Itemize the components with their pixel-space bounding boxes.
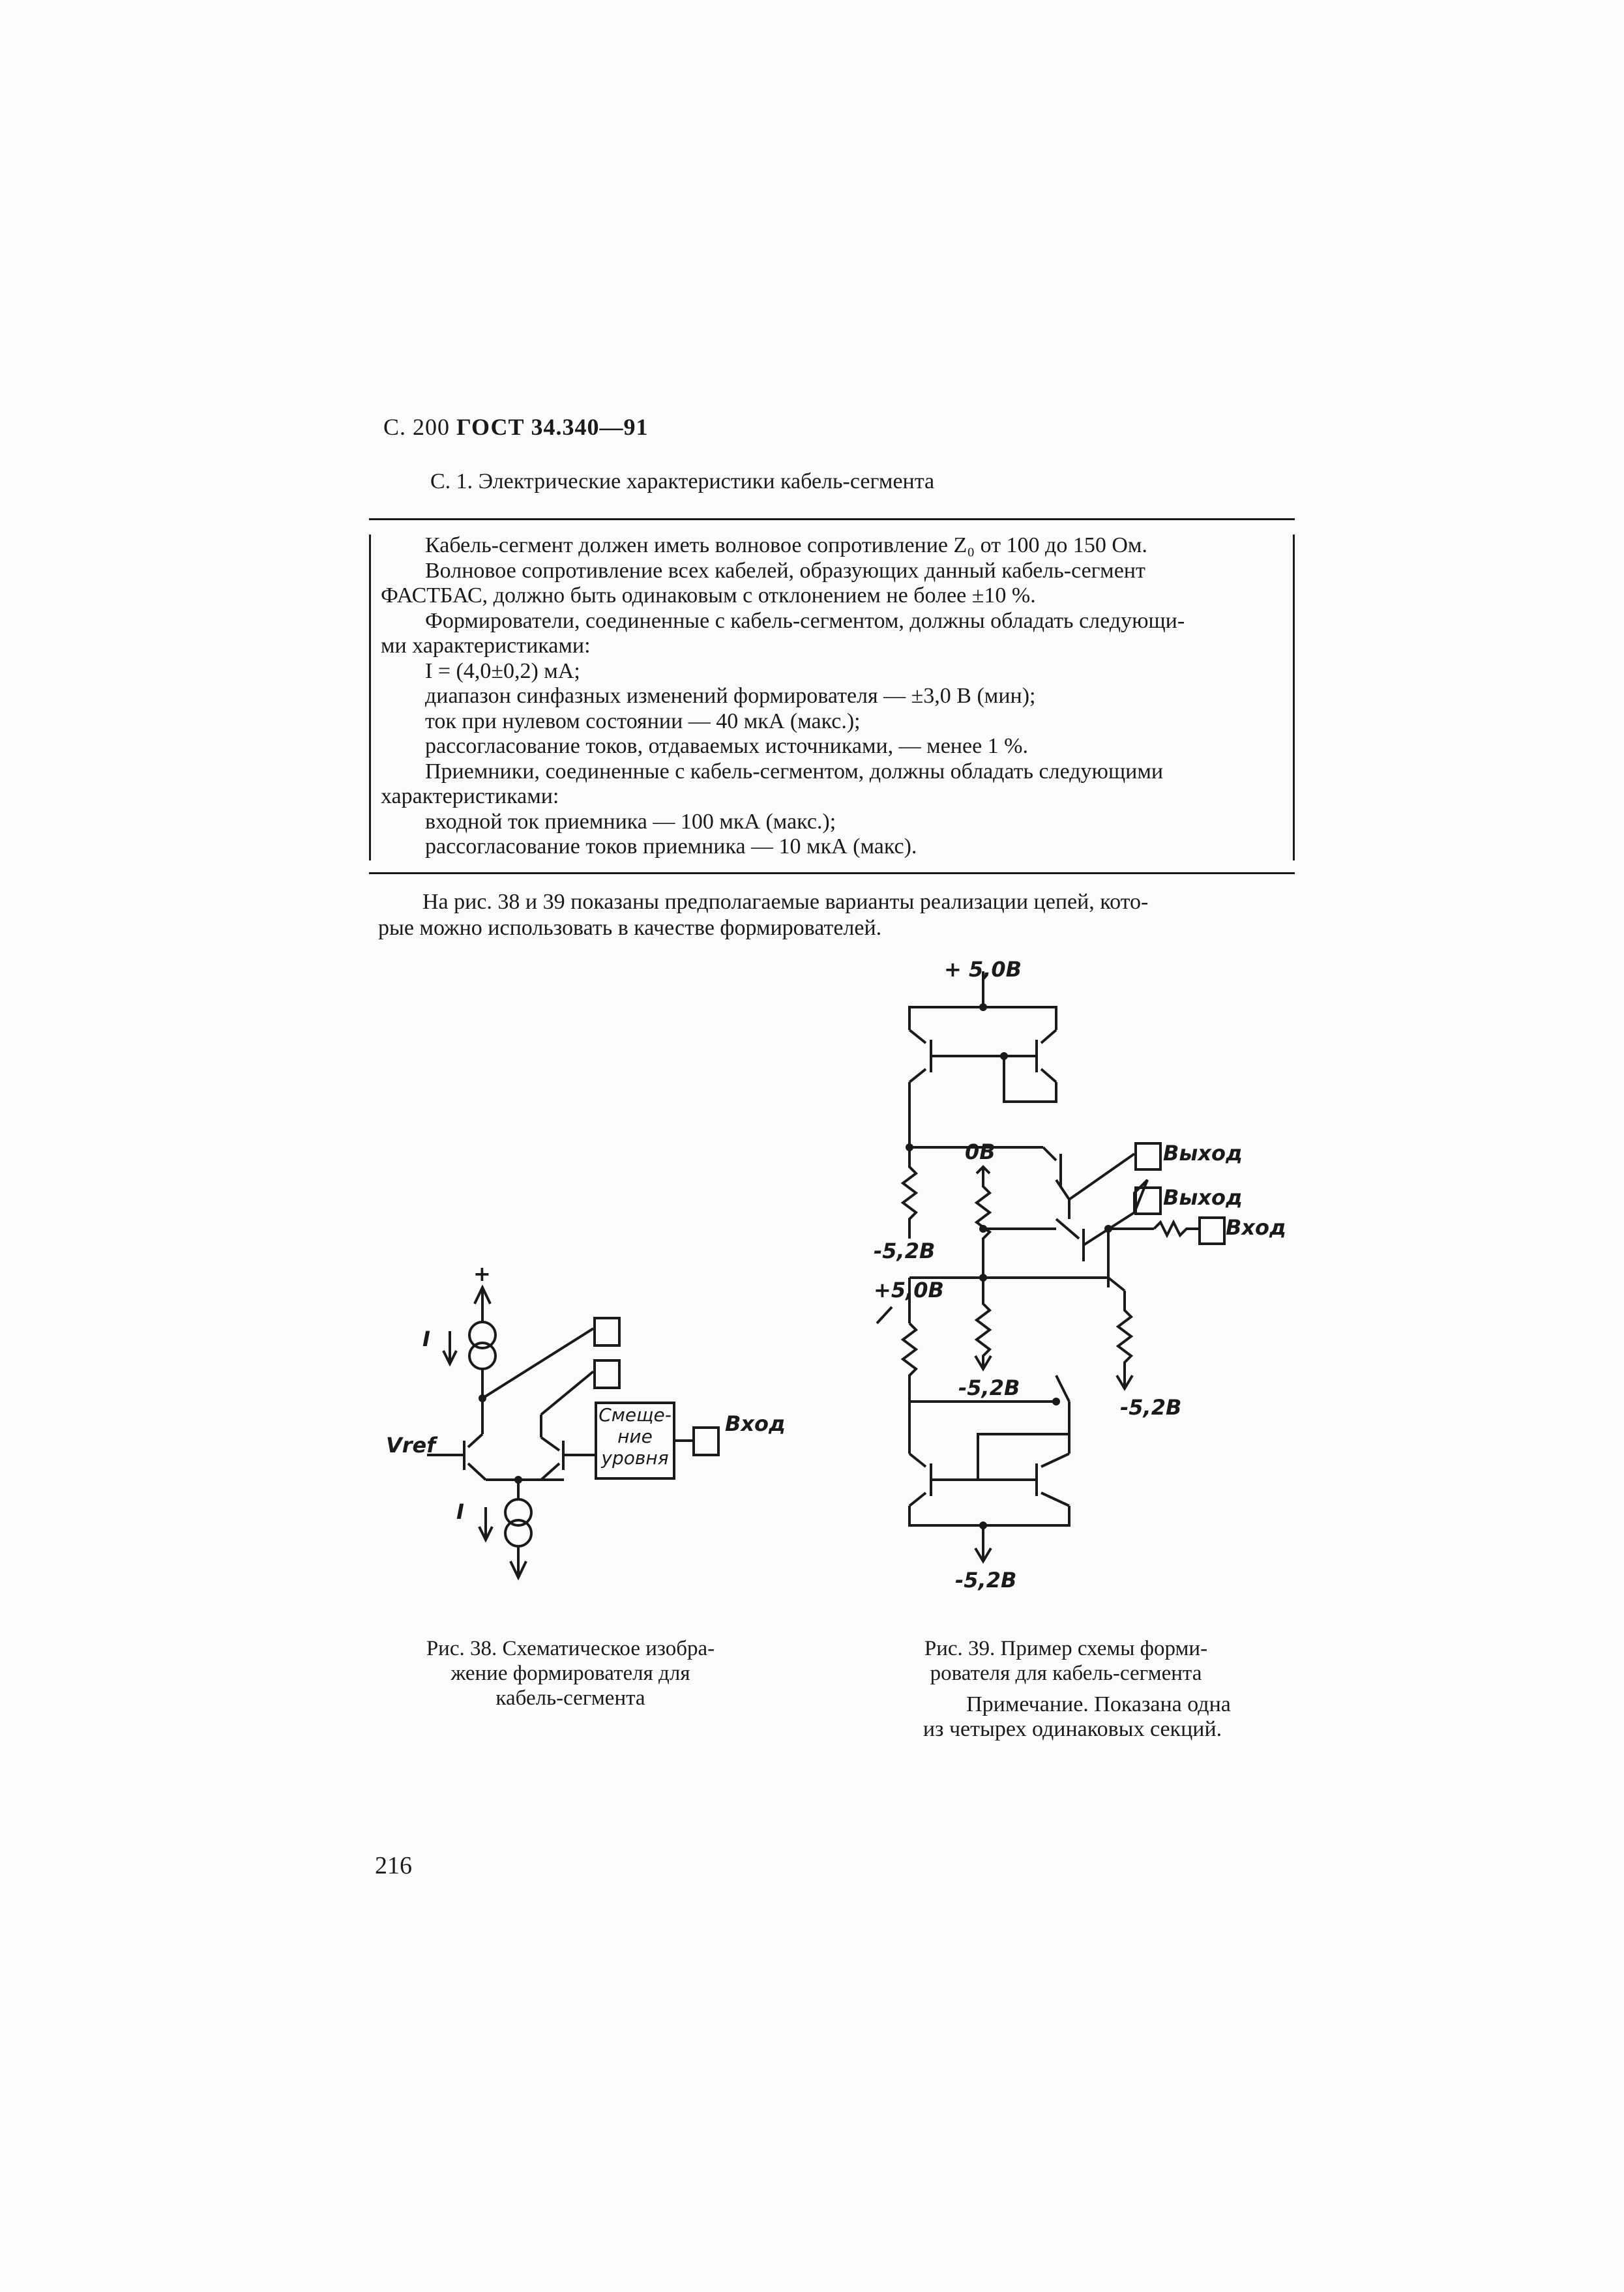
spec-line: I = (4,0±0,2) мА; [425,658,580,683]
page-number: 216 [375,1852,412,1879]
spec-line: диапазон синфазных изменений формирователя — ±3,0 В (мин); [425,684,1036,708]
fig39-neg-bottom-label: -5,2В [955,1568,1017,1593]
block-label-line: ние [617,1426,653,1447]
fig38-current-top-label: I [422,1327,430,1351]
spec-line: Формирователи, соединенные с кабель-сегментом, должны обладать следующи- [425,608,1185,633]
note-line: из четырех одинаковых секций. [923,1717,1222,1741]
standard-number: ГОСТ 34.340—91 [456,414,649,440]
figure-39-caption [883,1636,1248,1686]
caption-line: рователя для кабель-сегмента [930,1662,1202,1685]
fig38-plus-label: + [473,1261,491,1286]
caption-line: жение формирователя для [450,1662,690,1685]
fig39-supply-top-label: + 5,0В [944,957,1022,982]
spec-line: рассогласование токов приемника — 10 мкА (макс). [425,834,917,859]
fig39-output2-label: Выход [1163,1185,1243,1210]
caption-line: кабель-сегмента [495,1686,645,1710]
fig39-output1-label: Выход [1163,1141,1243,1166]
spec-line: характеристиками: [381,784,559,808]
fig38-current-bottom-label: I [456,1499,464,1524]
note-line: Примечание. Показана одна [966,1692,1231,1716]
fig38-input-label: Вход [725,1411,786,1436]
caption-line: Рис. 38. Схематическое изобра- [426,1637,715,1660]
fig39-zero-v-label: 0В [965,1139,996,1164]
fig39-neg-right-label: -5,2В [1120,1395,1182,1420]
spec-line: Приемники, соединенные с кабель-сегментом, должны обладать следующими [425,759,1164,784]
figure-39-note [851,1692,1294,1742]
paragraph-line: На рис. 38 и 39 показаны предполагаемые варианты реализации цепей, кото- [422,890,1149,914]
spec-line: Кабель-сегмент должен иметь волновое сопротивление Z₀ от 100 до 150 Ом. [425,533,1147,557]
spec-line: Волновое сопротивление всех кабелей, образующих данный кабель-сегмент [425,558,1145,583]
fig39-input-terminal [1198,1216,1226,1245]
block-label-line: Смеще- [598,1404,672,1426]
spec-line: ток при нулевом состоянии — 40 мкА (макс.); [425,709,861,733]
fig39-output2-terminal [1134,1186,1162,1215]
fig39-pos-left-label: +5,0В [874,1278,944,1302]
fig39-neg-mid-label: -5,2В [958,1375,1020,1400]
fig39-neg-left-label: -5,2В [874,1239,936,1263]
spec-line: рассогласование токов, отдаваемых источниками, — менее 1 %. [425,734,1028,758]
paragraph-line: рые можно использовать в качестве формирователей. [378,916,882,940]
page-prefix: С. 200 [383,414,450,440]
spec-line: ФАСТБАС, должно быть одинаковым с отклонением не более ±10 %. [381,583,1036,608]
fig39-input-label: Вход [1226,1215,1286,1240]
fig39-output1-terminal [1134,1142,1162,1171]
section-title: С. 1. Электрические характеристики кабель-сегмента [430,469,935,493]
spec-line: ми характеристиками: [381,634,591,658]
caption-line: Рис. 39. Пример схемы форми- [924,1637,1208,1660]
fig38-vref-label: Vref [386,1433,436,1458]
spec-line: входной ток приемника — 100 мкА (макс.); [425,809,836,834]
block-label-line: уровня [601,1447,669,1469]
